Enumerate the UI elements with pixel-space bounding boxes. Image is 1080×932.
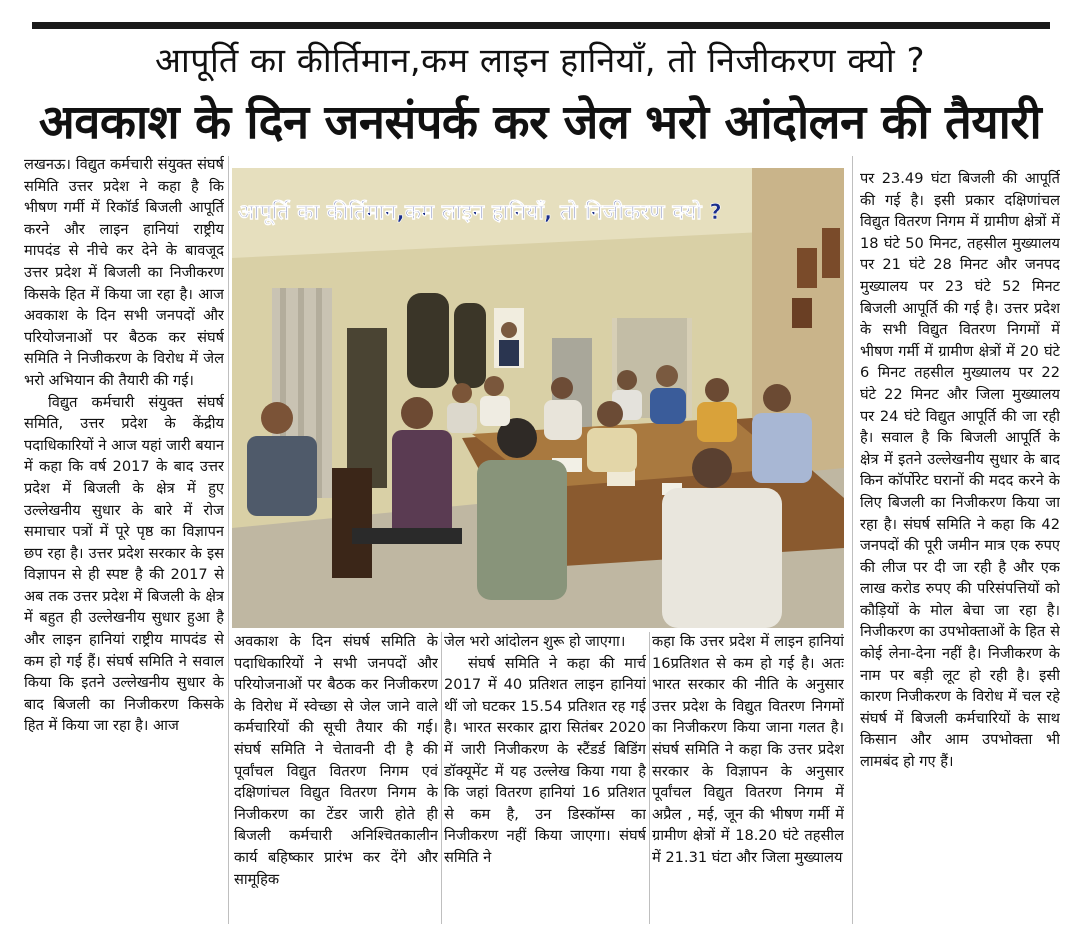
meeting-photo [232, 168, 844, 628]
article-paragraph: अवकाश के दिन संघर्ष समिति के पदाधिकारियों ने सभी जनपदों और परियोजनाओं पर बैठक कर निजीकरण के विरोध में स्वेच्छा से जेल जाने वाले कर्मचारियों की सूची तैयार की गई। संघर्ष समिति ने चेतावनी दी है की पूर्वांचल विद्युत वितरण निगम एवं दक्षिणांचल विद्युत वितरण निगम के निजीकरण का टेंडर जारी होते ही बिजली कर्मचारी अनिश्चितकालीन कार्य बहिष्कार प्रारंभ कर देंगे और सामूहिक [234, 633, 438, 888]
photo-banner-text: आपूर्ति का कीर्तिमान,कम लाइन हानियाँ, तो निजीकरण क्यो ? [238, 200, 723, 224]
article-paragraph: विद्युत कर्मचारी संयुक्त संघर्ष समिति, उत्तर प्रदेश के केंद्रीय पदाधिकारियों ने आज यहां जारी बयान में कहा कि वर्ष 2017 के बाद उत्तर प्रदेश में बिजली के क्षेत्र में हुए उल्लेखनीय सुधार के बारे में रोज समाचार पत्रों में पूरे पृष्ठ का विज्ञापन छप रहा है। उत्तर प्रदेश सरकार के इस विज्ञापन से ही स्पष्ट है की 2017 से अब तक उत्तर प्रदेश में बिजली के क्षेत्र में बहुत ही उल्लेखनीय सुधार हुआ है और लाइन हानियां राष्ट्रीय मापदंड से कम हो गई हैं। संघर्ष समिति ने सवाल किया कि इतने उल्लेखनीय सुधार के बाद बिजली का निजीकरण किसके हित में किया जा रहा है। आज [24, 393, 224, 735]
article-paragraph: लखनऊ। विद्युत कर्मचारी संयुक्त संघर्ष समिति उत्तर प्रदेश ने कहा है कि भीषण गर्मी में रिकॉर्ड बिजली आपूर्ति करने और लाइन हानियां राष्ट्रीय मापदंड से नीचे कर देने के बावजूद उत्तर प्रदेश में बिजली का निजीकरण किसके हित में किया जा रहा है। आज अवकाश के दिन सभी जनपदों और परियोजनाओं पर बैठक कर संघर्ष समिति ने निजीकरण के विरोध में जेल भरो अभियान की तैयारी की गई। [24, 156, 224, 389]
column-divider [649, 632, 650, 924]
article-paragraph: संघर्ष समिति ने कहा की मार्च 2017 में 40 प्रतिशत लाइन हानियां थीं जो घटकर 15.54 प्रतिशत रह गई है। भारत सरकार द्वारा सितंबर 2020 में जारी निजीकरण के स्टैंडर्ड बिडिंग डॉक्यूमेंट में यह उल्लेख किया गया है कि जहां वितरण हानियां 16 प्रतिशत से कम है, उन डिस्कॉम्स का निजीकरण नहीं किया जाएगा। संघर्ष समिति ने [444, 654, 646, 866]
column-divider [441, 632, 442, 924]
article-column-2 [234, 631, 438, 926]
article-paragraph: पर 23.49 घंटा बिजली की आपूर्ति की गई है। इसी प्रकार दक्षिणांचल विद्युत वितरण निगम में ग्रामीण क्षेत्रों में 18 घंटे 50 मिनट, तहसील मुख्यालय पर 21 घंटे 28 मिनट और जनपद मुख्यालय पर 23 घंटे 52 मिनट बिजली आपूर्ति की गई है। उत्तर प्रदेश के सभी विद्युत वितरण निगमों में भीषण गर्मी में ग्रामीण क्षेत्रों में 20 घंटे 6 मिनट तहसील मुख्यालय पर 22 घंटे 22 मिनट और जिला मुख्यालय पर 24 घंटे विद्युत आपूर्ति की जा रही है। सवाल है कि बिजली आपूर्ति के क्षेत्र में इतने उल्लेखनीय सुधार के बाद किन कॉर्पोरेट घरानों की मदद करने के लिए बिजली का निजीकरण किया जा रहा है। संघर्ष समिति ने कहा कि 42 जनपदों की पूरी जमीन मात्र एक रुपए की लीज पर दी जा रही है और एक लाख करोड रुपए की परिसंपत्तियों को कौड़ियों के मोल बेचा जा रहा है। निजीकरण का उपभोक्ताओं के हित से कोई लेना-देना नहीं है। निजीकरण के नाम पर बड़ी लूट हो रही है। इसी कारण निजीकरण के विरोध में चल रहे संघर्ष में बिजली कर्मचारियों के साथ किसान और आम उपभोक्ता भी लामबंद हो गए हैं। [860, 170, 1060, 771]
article-paragraph: कहा कि उत्तर प्रदेश में लाइन हानियां 16प्रतिशत से कम हो गई है। अतः भारत सरकार की नीति के अनुसार उत्तर प्रदेश के विद्युत वितरण निगमों का निजीकरण किया जाना गलत है। संघर्ष समिति ने कहा कि उत्तर प्रदेश सरकार के विज्ञापन के अनुसार पूर्वांचल विद्युत वितरण निगम में अप्रैल , मई, जून की भीषण गर्मी में ग्रामीण क्षेत्रों में 18.20 घंटे तहसील में 21.31 घंटा और जिला मुख्यालय [652, 633, 844, 866]
headline: अवकाश के दिन जनसंपर्क कर जेल भरो आंदोलन की तैयारी [38, 95, 1042, 150]
article-column-5 [860, 168, 1060, 928]
article-column-1 [24, 154, 224, 924]
top-rule [32, 22, 1050, 29]
column-divider [228, 156, 229, 924]
article-paragraph: जेल भरो आंदोलन शुरू हो जाएगा। [444, 633, 626, 650]
subheadline: आपूर्ति का कीर्तिमान,कम लाइन हानियाँ, तो निजीकरण क्यो ? [154, 41, 926, 81]
article-column-3 [444, 631, 646, 926]
column-divider [852, 156, 853, 924]
article-column-4 [652, 631, 844, 926]
